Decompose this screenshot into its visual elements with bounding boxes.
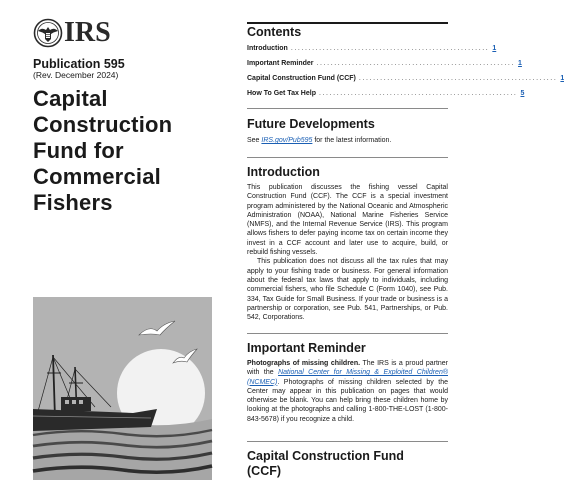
toc-leader-dots: ........................................................ bbox=[358, 75, 558, 82]
introduction-heading: Introduction bbox=[247, 165, 320, 179]
section-rule bbox=[247, 333, 448, 334]
section-rule bbox=[247, 441, 448, 442]
fishing-vessel-with-gulls-icon bbox=[33, 297, 212, 480]
toc-leader-dots: ........................................................ bbox=[316, 60, 516, 67]
irs-wordmark: IRS bbox=[64, 17, 111, 48]
future-developments-text bbox=[247, 136, 448, 145]
publication-number: Publication 595 bbox=[33, 57, 125, 71]
section-rule bbox=[247, 22, 448, 24]
title-line: Fund for bbox=[33, 138, 124, 163]
cover-left-column bbox=[0, 0, 232, 480]
toc-leader-dots: ........................................................ bbox=[290, 45, 490, 52]
title-line: Commercial bbox=[33, 164, 161, 189]
text-segment: See bbox=[247, 137, 262, 144]
runin-heading: Photographs of missing children. bbox=[247, 360, 361, 367]
irs-logo bbox=[33, 18, 111, 48]
text-segment: The IRS is a proud partner with the bbox=[247, 360, 449, 377]
introduction-paragraph: This publication discusses the fishing vessel Capital Construction Fund (CCF). The CCF is a special investment program administered by the National Oceanic and Atmospheric Administration (NOAA), National Marine Fisheries Service (NMFS), and the Internal Revenue Service (IRS). This program allows fishers to defer paying income tax on certain income they invest in a CCF account and later use to acquire, build, or rebuild fishing vessels. bbox=[247, 184, 448, 257]
toc-page-link[interactable]: 1 bbox=[518, 60, 522, 67]
text-segment: . Photographs of missing children selected by the Center may appear in this publication on pages that would otherwise be blank. You can help bring these children home by looking at the photographs and calling 1-800-THE-LOST (1-800-843-5678) if you recognize a child. bbox=[247, 378, 448, 423]
toc-item-important-reminder[interactable] bbox=[247, 58, 522, 69]
contents-heading: Contents bbox=[247, 25, 302, 39]
important-reminder-heading: Important Reminder bbox=[247, 341, 366, 355]
publication-revision: (Rev. December 2024) bbox=[33, 70, 119, 80]
toc-item-label: Capital Construction Fund (CCF) bbox=[247, 75, 356, 82]
toc-page-link[interactable]: 1 bbox=[492, 45, 497, 52]
text-segment: for the latest information. bbox=[312, 137, 392, 144]
ccf-heading-line: (CCF) bbox=[247, 464, 282, 478]
toc-page-link[interactable]: 5 bbox=[520, 90, 525, 97]
toc-item-introduction[interactable] bbox=[247, 43, 497, 54]
toc-leader-dots: ........................................................ bbox=[318, 90, 518, 97]
title-line: Capital bbox=[33, 86, 108, 111]
introduction-paragraph: This publication does not discuss all the tax rules that may apply to your fishing trade or business. For general information about the federal tax laws that apply to individuals, including commercial fishers, who file Schedule C (Form 1040), see Pub. 334, Tax Guide for Small Business. If your trade or business is a partnership or corporation, see Pub. 541, Partnerships, or Pub. 542, Corporations. bbox=[247, 258, 448, 322]
irs-eagle-seal-icon bbox=[33, 18, 63, 48]
section-rule bbox=[247, 157, 448, 158]
toc-page-link[interactable]: 1 bbox=[560, 75, 564, 82]
introduction-body bbox=[247, 183, 448, 322]
toc-item-label: How To Get Tax Help bbox=[247, 90, 316, 97]
toc-item-tax-help[interactable] bbox=[247, 88, 525, 99]
publication-title bbox=[33, 86, 229, 216]
ncmec-link[interactable]: National Center for Missing & Exploited Children® (NCMEC) bbox=[247, 369, 448, 386]
section-rule bbox=[247, 108, 448, 109]
toc-item-label: Important Reminder bbox=[247, 60, 314, 67]
ccf-heading bbox=[247, 449, 404, 479]
important-reminder-body bbox=[247, 359, 448, 424]
toc-item-label: Introduction bbox=[247, 45, 288, 52]
pub595-link[interactable]: IRS.gov/Pub595 bbox=[261, 137, 313, 144]
cover-right-column bbox=[247, 0, 564, 480]
title-line: Construction bbox=[33, 112, 173, 137]
future-developments-heading: Future Developments bbox=[247, 117, 375, 131]
toc-item-ccf[interactable] bbox=[247, 73, 564, 84]
fishing-vessel-illustration bbox=[33, 297, 212, 480]
title-line: Fishers bbox=[33, 190, 113, 215]
ccf-heading-line: Capital Construction Fund bbox=[247, 449, 404, 463]
